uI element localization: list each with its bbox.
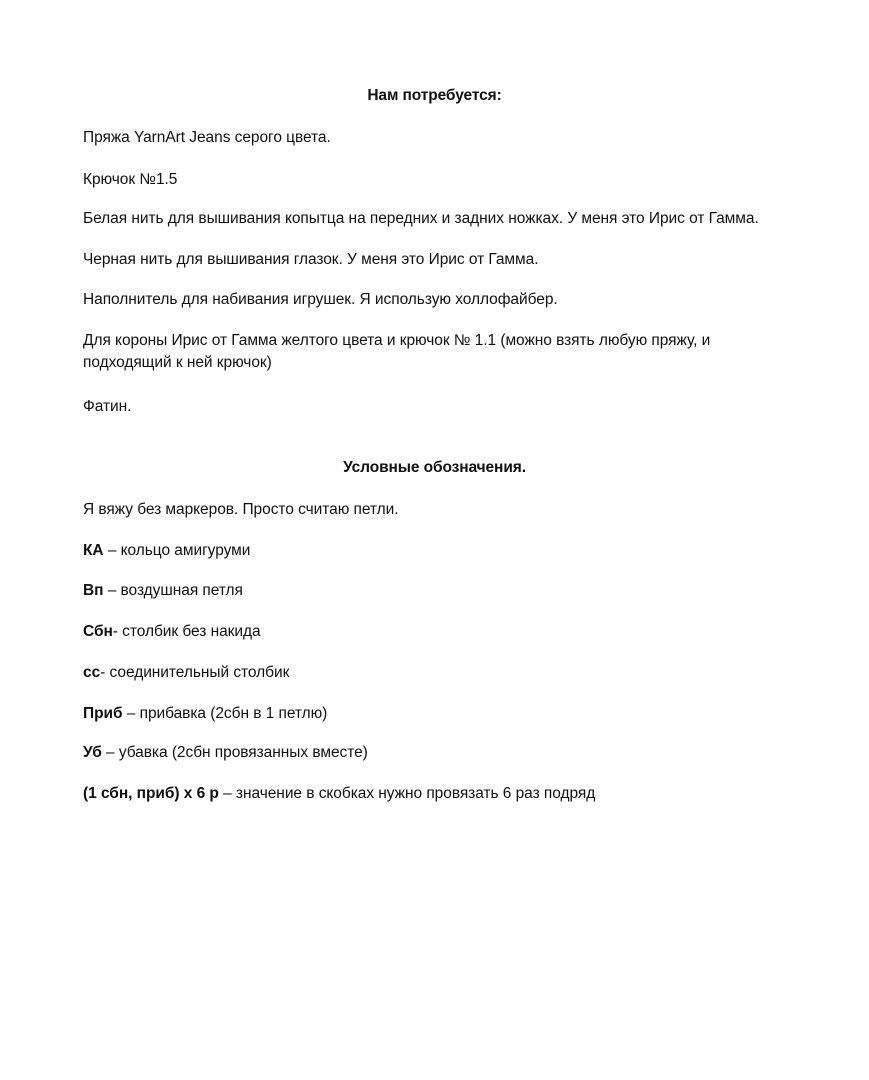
legend-desc: – убавка (2сбн провязанных вместе) <box>101 744 368 761</box>
legend-entry-repeat <box>83 783 843 805</box>
legend-entry-vp <box>83 580 843 602</box>
legend-desc: – кольцо амигуруми <box>103 542 251 559</box>
material-item-yarn: Пряжа YarnArt Jeans серого цвета. <box>83 129 331 146</box>
legend-abbr: Приб <box>83 705 123 722</box>
legend-abbr: сс <box>83 664 101 681</box>
material-item-filler: Наполнитель для набивания игрушек. Я использую холлофайбер. <box>83 291 558 308</box>
legend-desc: – воздушная петля <box>103 582 243 599</box>
legend-entry-prib <box>83 703 843 725</box>
legend-desc: – значение в скобках нужно провязать 6 раз подряд <box>218 785 596 802</box>
material-item-tulle: Фатин. <box>83 398 132 415</box>
legend-desc: - столбик без накида <box>112 623 261 640</box>
legend-abbr: Вп <box>83 582 104 599</box>
legend-entry-ss <box>83 662 843 684</box>
legend-heading: Условные обозначения. <box>343 459 526 476</box>
legend-entry-ka <box>83 540 843 562</box>
materials-heading: Нам потребуется: <box>367 87 502 104</box>
legend-intro: Я вяжу без маркеров. Просто считаю петли. <box>83 501 399 518</box>
legend-desc: - соединительный столбик <box>100 664 290 681</box>
legend-abbr: КА <box>83 542 104 559</box>
legend-abbr: (1 сбн, приб) х 6 р <box>83 785 219 802</box>
material-item-white-thread: Белая нить для вышивания копытца на передних и задних ножках. У меня это Ирис от Гамма. <box>83 210 759 227</box>
legend-desc: – прибавка (2сбн в 1 петлю) <box>122 705 328 722</box>
legend-abbr: Сбн <box>83 623 113 640</box>
legend-abbr: Уб <box>83 744 102 761</box>
material-item-hook: Крючок №1.5 <box>83 171 178 188</box>
material-item-black-thread: Черная нить для вышивания глазок. У меня это Ирис от Гамма. <box>83 251 539 268</box>
legend-entry-sbn <box>83 621 843 643</box>
legend-entry-ub <box>83 742 843 764</box>
material-item-crown: Для короны Ирис от Гамма желтого цвета и крючок № 1.1 (можно взять любую пряжу, и подходящий к ней крючок) <box>83 332 711 371</box>
